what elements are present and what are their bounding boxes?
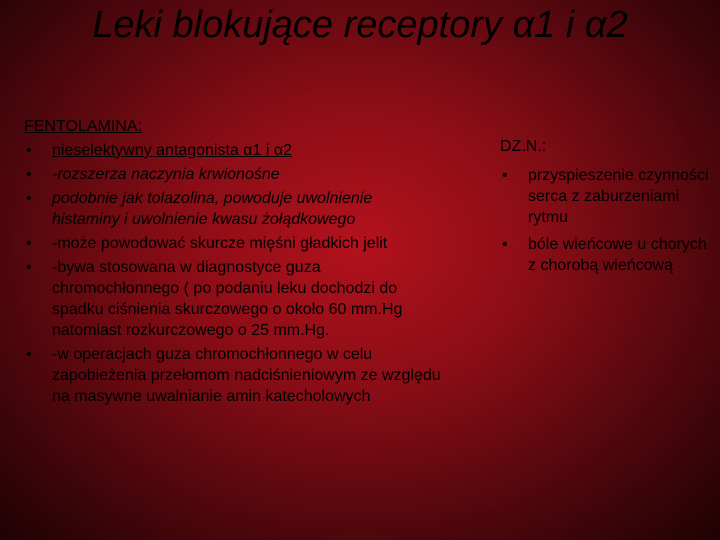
list-item (24, 233, 444, 254)
list-item-text: -bywa stosowana w diagnostyce guza chromochłonnego ( po podaniu leku dochodzi do spadku ciśnienia skurczowego o około 60 mm.Hg natomiast rozkurczowego o 25 mm.Hg. (52, 259, 403, 339)
bullet-icon: • (502, 167, 508, 184)
list-item (24, 188, 444, 230)
bullet-icon: • (26, 235, 32, 252)
list-item-text: -rozszerza naczynia krwionośne (52, 166, 280, 183)
list-item-text: -może powodować skurcze mięśni gładkich jelit (52, 235, 388, 252)
bullet-icon: • (26, 166, 32, 183)
list-item-text: bóle wieńcowe u chorych z chorobą wieńcową (528, 236, 707, 274)
list-item (500, 234, 710, 276)
left-column (24, 116, 444, 410)
list-item (24, 257, 444, 341)
list-item-text: -w operacjach guza chromochłonnego w celu zapobieżenia przełomom nadciśnieniowym ze względu na masywne uwalnianie amin katecholowych (52, 346, 441, 405)
bullet-icon: • (26, 190, 32, 207)
list-item (24, 164, 444, 185)
right-heading: DZ.N.: (500, 138, 547, 155)
bullet-icon: • (26, 142, 32, 159)
bullet-icon: • (502, 236, 508, 253)
right-column (500, 136, 710, 282)
slide-title: Leki blokujące receptory α1 i α2 (92, 4, 628, 46)
list-item-text: podobnie jak tolazolina, powoduje uwolnienie histaminy i uwolnienie kwasu żołądkowego (52, 190, 373, 228)
left-heading: FENTOLAMINA: (24, 118, 142, 135)
bullet-icon: • (26, 346, 32, 363)
list-item (500, 165, 710, 228)
list-item (24, 140, 444, 161)
list-item (24, 344, 444, 407)
bullet-icon: • (26, 259, 32, 276)
list-item-text: przyspieszenie czynności serca z zaburzeniami rytmu (528, 167, 709, 226)
list-item-text: nieselektywny antagonista α1 i α2 (52, 142, 292, 159)
